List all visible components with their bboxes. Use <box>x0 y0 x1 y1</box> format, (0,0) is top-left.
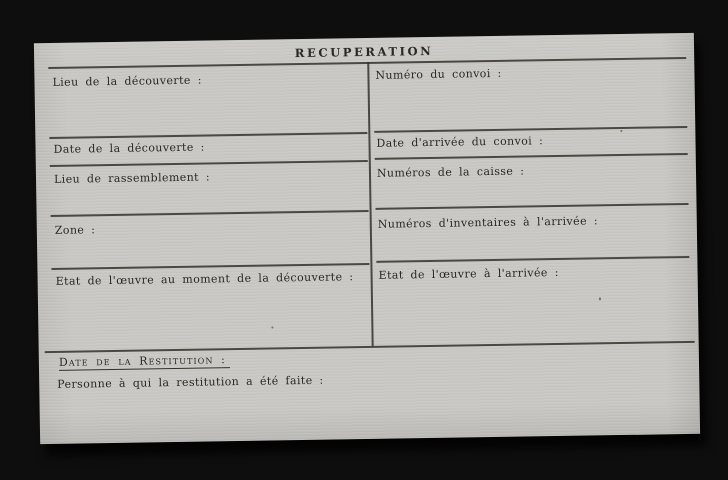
field-label-zone: Zone : <box>54 223 96 237</box>
field-label-lieu-decouverte: Lieu de la découverte : <box>52 73 202 89</box>
row-divider-line <box>375 153 688 159</box>
field-label-lieu-rassemblement: Lieu de rassemblement : <box>53 170 211 186</box>
row-divider-line <box>51 210 369 216</box>
row-divider-line <box>50 160 368 166</box>
field-label-personne-restitution: Personne à qui la restitution a été faite : <box>57 373 324 391</box>
row-divider-line <box>374 126 687 132</box>
field-label-date-restitution: Date de la Restitution : <box>59 353 230 371</box>
row-divider-line <box>376 203 689 209</box>
field-label-numeros-caisse: Numéros de la caisse : <box>376 164 525 180</box>
column-divider-line <box>367 62 373 346</box>
row-divider-line <box>51 263 369 269</box>
form-title: RECUPERATION <box>294 43 434 61</box>
scan-speck <box>271 326 273 328</box>
row-divider-line <box>376 256 689 262</box>
row-divider-line <box>49 132 367 138</box>
form-card <box>34 33 700 444</box>
field-label-numeros-inventaires: Numéros d'inventaires à l'arrivée : <box>377 214 599 231</box>
field-label-etat-oeuvre-decouverte: Etat de l'œuvre au moment de la découverte : <box>55 270 354 288</box>
field-label-etat-oeuvre-arrivee: Etat de l'œuvre à l'arrivée : <box>378 265 559 282</box>
field-label-numero-convoi: Numéro du convoi : <box>375 66 502 82</box>
footer-divider-line <box>45 341 695 353</box>
field-label-date-decouverte: Date de la découverte : <box>53 140 205 156</box>
scan-speck <box>599 297 601 300</box>
field-label-date-arrivee-convoi: Date d'arrivée du convoi : <box>376 134 544 150</box>
scan-speck <box>620 130 622 132</box>
